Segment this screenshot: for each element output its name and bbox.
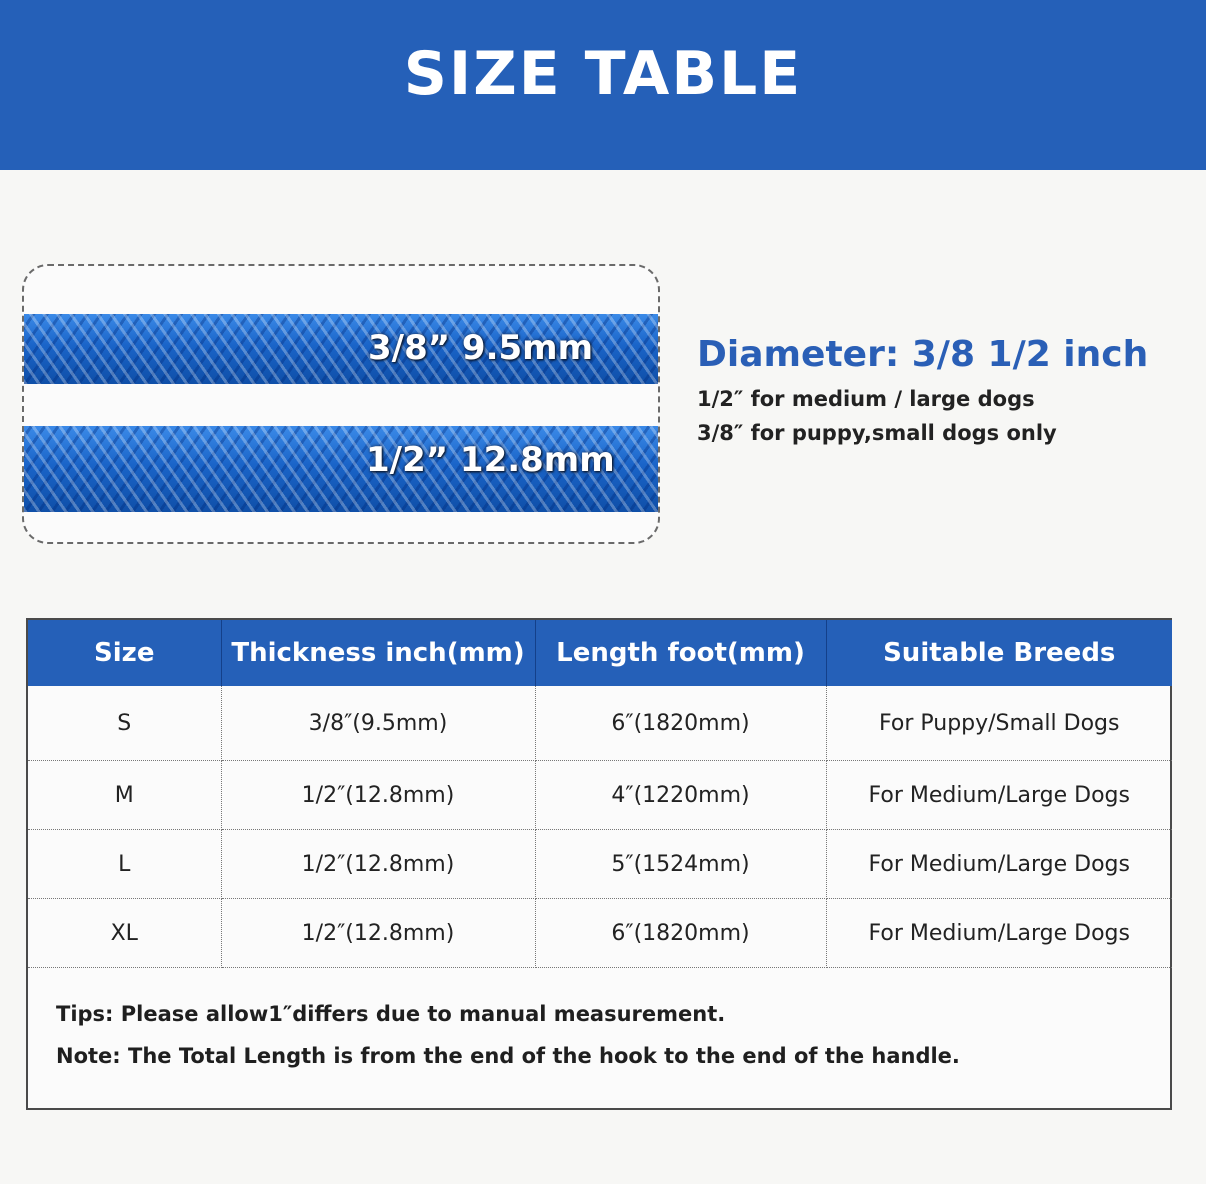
diameter-line-large: 1/2″ for medium / large dogs — [697, 387, 1035, 411]
note-text: Note: The Total Length is from the end of the hook to the end of the handle. — [56, 1044, 960, 1068]
page-title: SIZE TABLE — [403, 39, 803, 109]
cell-thickness: 3/8″(9.5mm) — [221, 686, 535, 761]
header-breeds: Suitable Breeds — [826, 620, 1172, 686]
cell-size: XL — [28, 899, 221, 968]
diameter-line-small: 3/8″ for puppy,small dogs only — [697, 421, 1057, 445]
size-table-grid — [28, 620, 1172, 968]
cell-thickness: 1/2″(12.8mm) — [221, 899, 535, 968]
cell-breeds: For Medium/Large Dogs — [826, 830, 1172, 899]
header-size: Size — [28, 620, 221, 686]
tips-text: Tips: Please allow1″differs due to manual measurement. — [56, 1002, 726, 1026]
table-header-row — [28, 620, 1172, 686]
thin-rope-label: 3/8” 9.5mm — [368, 328, 594, 368]
table-row — [28, 899, 1172, 968]
size-table — [26, 618, 1172, 1110]
cell-length: 6″(1820mm) — [535, 899, 826, 968]
diameter-title: Diameter: 3/8 1/2 inch — [697, 334, 1149, 375]
header-banner — [0, 0, 1206, 170]
table-row — [28, 686, 1172, 761]
cell-thickness: 1/2″(12.8mm) — [221, 761, 535, 830]
cell-breeds: For Medium/Large Dogs — [826, 761, 1172, 830]
table-row — [28, 761, 1172, 830]
cell-length: 4″(1220mm) — [535, 761, 826, 830]
cell-breeds: For Medium/Large Dogs — [826, 899, 1172, 968]
cell-length: 6″(1820mm) — [535, 686, 826, 761]
cell-thickness: 1/2″(12.8mm) — [221, 830, 535, 899]
cell-size: M — [28, 761, 221, 830]
table-row — [28, 830, 1172, 899]
cell-size: S — [28, 686, 221, 761]
header-length: Length foot(mm) — [535, 620, 826, 686]
cell-size: L — [28, 830, 221, 899]
cell-length: 5″(1524mm) — [535, 830, 826, 899]
cell-breeds: For Puppy/Small Dogs — [826, 686, 1172, 761]
table-notes — [56, 1002, 1146, 1086]
header-thickness: Thickness inch(mm) — [221, 620, 535, 686]
thick-rope-label: 1/2” 12.8mm — [366, 440, 615, 480]
rope-sample-image — [22, 264, 660, 544]
diameter-info — [697, 334, 1197, 455]
